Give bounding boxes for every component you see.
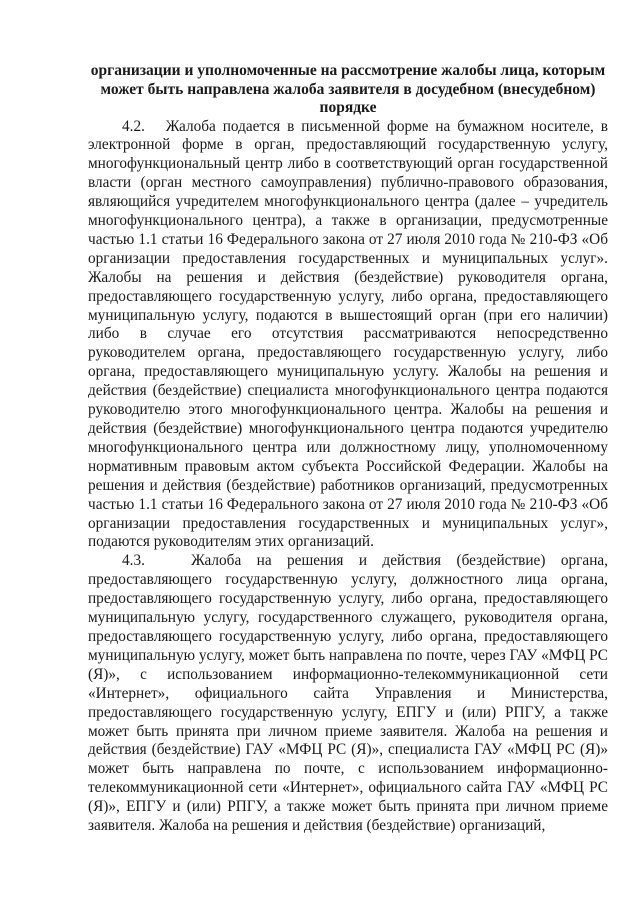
document-page — [88, 62, 608, 836]
paragraph-4-2: 4.2. Жалоба подается в письменной форме на бумажном носителе, в электронной форме в орган, предоставляющий государственную услугу, многофункциональный центр либо в соответствующий орган государственной власти (орган местного самоуправления) публично-правового образования, являющийся учредителем многофункционального центра (далее – учредитель многофункционального центра), а также в организации, предусмотренные частью 1.1 статьи 16 Федерального закона от 27 июля 2010 года № 210-ФЗ «Об организации предоставления государственных и муниципальных услуг». Жалобы на решения и действия (бездействие) руководителя органа, предоставляющего государственную услугу, либо органа, предоставляющего муниципальную услугу, подаются в вышестоящий орган (при его наличии) либо в случае его отсутствия рассматриваются непосредственно руководителем органа, предоставляющего государственную услугу, либо органа, предоставляющего муниципальную услугу. Жалобы на решения и действия (бездействие) специалиста многофункционального центра подаются руководителю этого многофункционального центра. Жалобы на решения и действия (бездействие) многофункционального центра подаются учредителю многофункционального центра или должностному лицу, уполномоченному нормативным правовым актом субъекта Российской Федерации. Жалобы на решения и действия (бездействие) работников организаций, предусмотренных частью 1.1 статьи 16 Федерального закона от 27 июля 2010 года № 210-ФЗ «Об организации предоставления государственных и муниципальных услуг», подаются руководителям этих организаций. — [88, 117, 608, 551]
section-heading: организации и уполномоченные на рассмотрение жалобы лица, которым может быть направлена жалоба заявителя в досудебном (внесудебном) порядке — [90, 62, 606, 116]
paragraph-4-3: 4.3. Жалоба на решения и действия (бездействие) органа, предоставляющего государственную услугу, должностного лица органа, предоставляющего государственную услугу, либо органа, предоставляющего муниципальную услугу, государственного служащего, руководителя органа, предоставляющего государственную услугу, либо органа, предоставляющего муниципальную услугу, может быть направлена по почте, через ГАУ «МФЦ РС (Я)», с использованием информационно-телекоммуникационной сети «Интернет», официального сайта Управления и Министерства, предоставляющего государственную услугу, ЕПГУ и (или) РПГУ, а также может быть принята при личном приеме заявителя. Жалоба на решения и действия (бездействие) ГАУ «МФЦ РС (Я)», специалиста ГАУ «МФЦ РС (Я)» может быть направлена по почте, с использованием информационно-телекоммуникационной сети «Интернет», официального сайта ГАУ «МФЦ РС (Я)», ЕПГУ и (или) РПГУ, а также может быть принята при личном приеме заявителя. Жалоба на решения и действия (бездействие) организаций, — [88, 552, 608, 835]
